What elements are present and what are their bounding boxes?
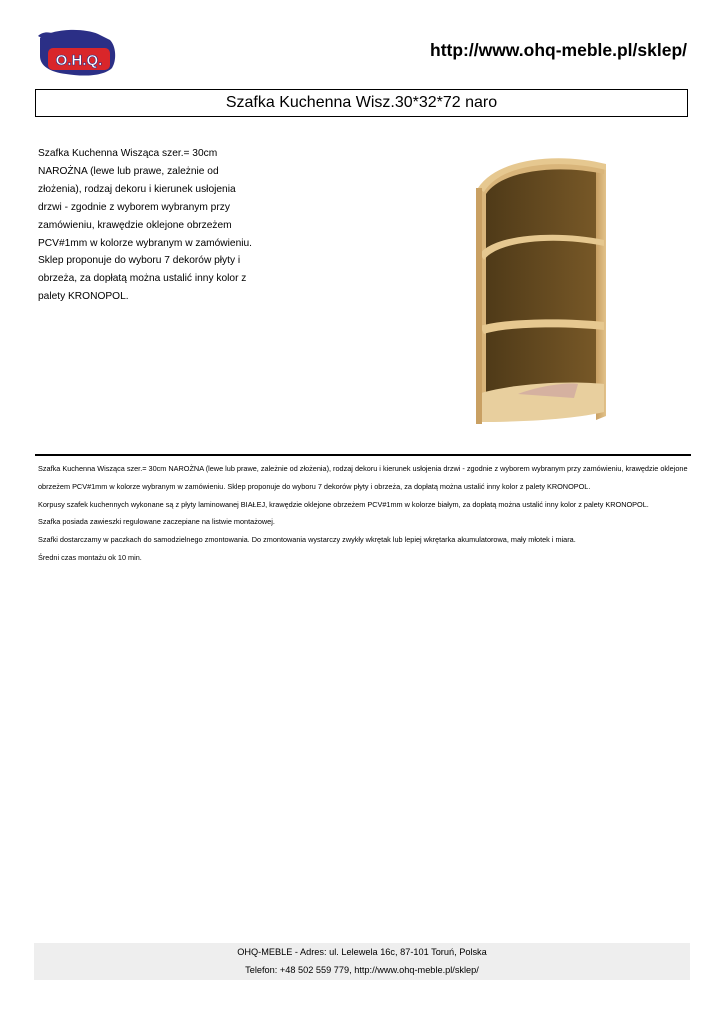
long-description bbox=[38, 460, 688, 567]
description-paragraph: Szafka posiada zawieszki regulowane zaczepiane na listwie montażowej. bbox=[38, 517, 275, 527]
ohq-logo[interactable] bbox=[36, 26, 118, 78]
corner-cabinet-image bbox=[428, 150, 680, 440]
footer bbox=[34, 943, 690, 980]
product-title: Szafka Kuchenna Wisz.30*32*72 naro bbox=[35, 89, 688, 117]
divider bbox=[35, 454, 691, 456]
site-url[interactable]: http://www.ohq-meble.pl/sklep/ bbox=[430, 40, 687, 60]
description-paragraph: Szafka Kuchenna Wisząca szer.= 30cm NAROŻNA (lewe lub prawe, zależnie od złożenia), rodzaj dekoru i kierunek usłojenia drzwi - zgodnie z wyborem wybranym przy zamówieniu, krawędzie oklejone obrzeżem PCV#1mm w kolorze wybranym w zamówieniu. Sklep proponuje do wyboru 7 dekorów płyty i obrzeża, za dopłatą można ustalić inny kolor z palety KRONOPOL. bbox=[38, 464, 688, 491]
logo-text: O.H.Q. bbox=[55, 52, 103, 69]
short-description: Szafka Kuchenna Wisząca szer.= 30cm NAROŻNA (lewe lub prawe, zależnie od złożenia), rodzaj dekoru i kierunek usłojenia drzwi - zgodnie z wyborem wybranym przy zamówieniu, krawędzie oklejone obrzeżem PCV#1mm w kolorze wybranym w zamówieniu. Sklep proponuje do wyboru 7 dekorów płyty i obrzeża, za dopłatą można ustalić inny kolor z palety KRONOPOL. bbox=[38, 148, 253, 303]
footer-contact[interactable]: Telefon: +48 502 559 779, http://www.ohq-meble.pl/sklep/ bbox=[245, 964, 479, 975]
description-paragraph: Szafki dostarczamy w paczkach do samodzielnego zmontowania. Do zmontowania wystarczy zwykły wkrętak lub lepiej wkrętarka akumulatorowa, mały młotek i miara. bbox=[38, 535, 576, 545]
description-paragraph: Średni czas montażu ok 10 min. bbox=[38, 552, 142, 562]
description-paragraph: Korpusy szafek kuchennych wykonane są z płyty laminowanej BIAŁEJ, krawędzie oklejone obrzeżem PCV#1mm w kolorze białym, za dopłatą można ustalić inny kolor z palety KRONOPOL. bbox=[38, 499, 649, 509]
footer-address: OHQ-MEBLE - Adres: ul. Lelewela 16c, 87-101 Toruń, Polska bbox=[237, 947, 487, 957]
